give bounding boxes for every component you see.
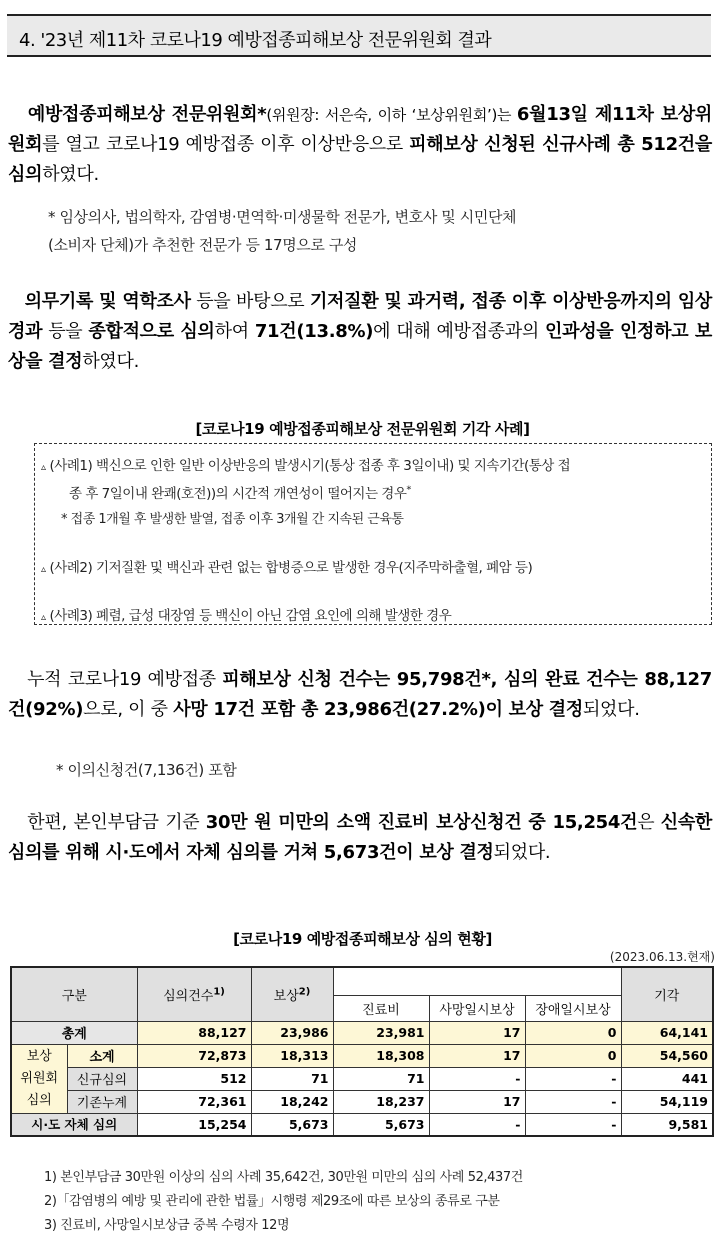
p1-end: 하였다. xyxy=(42,164,99,185)
row-existing-label: 기존누계 xyxy=(67,1090,137,1113)
p4-t1: 한편, 본인부담금 기준 xyxy=(27,812,206,833)
p2-t1: 등을 바탕으로 xyxy=(190,291,310,312)
p1-committee: 예방접종피해보상 전문위원회 xyxy=(27,104,258,125)
cell: - xyxy=(525,1067,621,1090)
table-row xyxy=(11,1090,713,1113)
cell: 72,361 xyxy=(137,1090,251,1113)
p2-decision: 인과성을 인정하고 보상을 결정 xyxy=(8,321,712,372)
table-row xyxy=(11,1044,713,1067)
group-label-1: 보상 xyxy=(26,1048,52,1064)
cell: - xyxy=(429,1113,525,1136)
paragraph-local-review xyxy=(8,808,712,868)
group-label-3: 심의 xyxy=(26,1092,52,1108)
case2 xyxy=(41,556,532,576)
cell: 88,127 xyxy=(137,1021,251,1044)
paragraph-cumulative xyxy=(8,665,712,725)
cell: 18,308 xyxy=(333,1044,429,1067)
p2-history: 기저질환 및 과거력, 접종 이후 이상반응까지의 임상경과 xyxy=(8,291,713,342)
cell: 441 xyxy=(621,1067,713,1090)
table-row xyxy=(11,1113,713,1136)
cell: 18,237 xyxy=(333,1090,429,1113)
p1-star: * xyxy=(257,104,267,125)
footnote-1: 1) 본인부담금 30만원 이상의 심의 사례 35,642건, 30만원 미만의 심의 사례 52,437건 xyxy=(44,1170,523,1185)
case1-note: * 접종 1개월 후 발생한 발열, 접종 이후 3개월 간 지속된 근육통 xyxy=(61,512,404,527)
cell: - xyxy=(525,1090,621,1113)
p2-count: 71건(13.8%) xyxy=(254,321,374,342)
p3-applications: 피해보상 신청 건수는 95,798건*, 심의 완료 건수는 88,127건(92%) xyxy=(8,669,713,720)
header-category: 구분 xyxy=(11,967,137,1021)
triangle-bullet-icon: ▵ xyxy=(41,612,46,623)
p2-t3: 하여 xyxy=(214,321,255,342)
cell: 54,119 xyxy=(621,1090,713,1113)
p1-chair: (위원장: 서은숙, 이하 ‘보상위원회’)는 xyxy=(266,106,517,124)
row-sido-label: 시·도 자체 심의 xyxy=(11,1113,137,1136)
footnote-2: 2)「감염병의 예방 및 관리에 관한 법률」시행령 제29조에 따른 보상의 종류로 구분 xyxy=(44,1194,500,1209)
p2-comprehensive: 종합적으로 심의 xyxy=(88,321,215,342)
cell: 17 xyxy=(429,1044,525,1067)
cell: 0 xyxy=(525,1021,621,1044)
p2-t4: 에 대해 예방접종과의 xyxy=(373,321,546,342)
cell: 9,581 xyxy=(621,1113,713,1136)
note1-line1: * 임상의사, 법의학자, 감염병·면역학·미생물학 전문가, 변호사 및 시민단체 xyxy=(48,208,517,226)
rejection-cases-box xyxy=(34,443,712,625)
triangle-bullet-icon: ▵ xyxy=(41,462,46,473)
p1-meeting: 6월13일 제11차 보상위원회 xyxy=(8,104,712,155)
cell: 71 xyxy=(251,1067,333,1090)
p2-end: 하였다. xyxy=(82,351,140,372)
case3-text: (사례3) 폐렴, 급성 대장염 등 백신이 아닌 감염 요인에 의해 발생한 경우 xyxy=(49,608,452,624)
header-comp-text: 보상 xyxy=(273,988,299,1004)
case2-text: (사례2) 기저질환 및 백신과 관련 없는 합병증으로 발생한 경우(지주막하출혈, 폐암 등) xyxy=(49,560,533,576)
header-death: 사망일시보상 xyxy=(429,995,525,1021)
section-title-text: 4. '23년 제11차 코로나19 예방접종피해보상 전문위원회 결과 xyxy=(19,30,492,51)
cell: 18,242 xyxy=(251,1090,333,1113)
cell: 17 xyxy=(429,1021,525,1044)
p3-t2: 으로, 이 중 xyxy=(83,699,174,720)
footnote-3: 3) 진료비, 사망일시보상금 중복 수령자 12명 xyxy=(44,1218,290,1233)
cell: 5,673 xyxy=(251,1113,333,1136)
header-comp xyxy=(251,967,333,1021)
table-row xyxy=(11,1021,713,1044)
row-subtotal-label: 소계 xyxy=(67,1044,137,1067)
header-reviewed-text: 심의건수 xyxy=(163,988,214,1004)
row-committee-group xyxy=(11,1044,67,1113)
table-title: [코로나19 예방접종피해보상 심의 현황] xyxy=(233,930,492,948)
cell: - xyxy=(525,1113,621,1136)
cell: 23,986 xyxy=(251,1021,333,1044)
rejection-cases-title: [코로나19 예방접종피해보상 전문위원회 기각 사례] xyxy=(195,420,530,438)
p4-small: 30만 원 미만의 소액 진료비 보상신청건 중 15,254건 xyxy=(205,812,638,833)
cell: 5,673 xyxy=(333,1113,429,1136)
cell: 15,254 xyxy=(137,1113,251,1136)
cell: 18,313 xyxy=(251,1044,333,1067)
header-disability: 장애일시보상 xyxy=(525,995,621,1021)
review-status-table xyxy=(10,966,714,1137)
header-comp-kinds xyxy=(333,967,621,995)
p3-t1: 누적 코로나19 예방접종 xyxy=(27,669,223,690)
p4-sido: 신속한 심의를 위해 시·도에서 자체 심의를 거쳐 5,673건이 보상 결정 xyxy=(8,812,713,863)
note1-line2: (소비자 단체)가 추천한 전문가 등 17명으로 구성 xyxy=(48,236,358,254)
cell: 512 xyxy=(137,1067,251,1090)
p1-text: 를 열고 코로나19 예방접종 이후 이상반응으로 xyxy=(42,134,410,155)
header-reviewed-sup: 1) xyxy=(213,986,225,998)
p2-records: 의무기록 및 역학조사 xyxy=(24,291,191,312)
section-heading xyxy=(7,14,711,57)
case1-text: (사례1) 백신으로 인한 일반 이상반응의 발생시기(통상 접종 후 3일이내) 및 지속기간(통상 접 xyxy=(49,458,571,474)
cell: 0 xyxy=(525,1044,621,1067)
case3 xyxy=(41,604,451,624)
header-comp-sup: 2) xyxy=(298,986,311,998)
case1-text2: 종 후 7일이내 완쾌(호전))의 시간적 개연성이 떨어지는 경우 xyxy=(69,486,407,502)
paragraph-committee xyxy=(8,100,712,190)
committee-composition-note xyxy=(48,203,516,259)
case1-line2 xyxy=(69,482,411,502)
triangle-bullet-icon: ▵ xyxy=(41,564,46,575)
case1-line1 xyxy=(41,454,570,474)
group-label-2: 위원회 xyxy=(20,1070,59,1086)
p3-end: 되었다. xyxy=(582,699,640,720)
row-total-label: 총계 xyxy=(11,1021,137,1044)
cell: 23,981 xyxy=(333,1021,429,1044)
row-new-label: 신규심의 xyxy=(67,1067,137,1090)
cell: 17 xyxy=(429,1090,525,1113)
cell: - xyxy=(429,1067,525,1090)
objection-note: * 이의신청건(7,136건) 포함 xyxy=(56,761,237,779)
header-medical: 진료비 xyxy=(333,995,429,1021)
cell: 54,560 xyxy=(621,1044,713,1067)
cell: 64,141 xyxy=(621,1021,713,1044)
header-rejected: 기각 xyxy=(621,967,713,1021)
p4-t2: 은 xyxy=(637,812,661,833)
p2-t2: 등을 xyxy=(42,321,89,342)
table-row xyxy=(11,1067,713,1090)
p3-compensated: 사망 17건 포함 총 23,986건(27.2%)이 보상 결정 xyxy=(173,699,583,720)
table-date: (2023.06.13.현재) xyxy=(609,950,715,964)
header-reviewed xyxy=(137,967,251,1021)
cell: 71 xyxy=(333,1067,429,1090)
case1-star: * xyxy=(406,484,411,496)
paragraph-review xyxy=(8,287,712,377)
table-header-row xyxy=(11,967,713,995)
p4-end: 되었다. xyxy=(493,842,551,863)
cell: 72,873 xyxy=(137,1044,251,1067)
p1-cases: 피해보상 신청된 신규사례 총 512건을 심의 xyxy=(8,134,712,185)
